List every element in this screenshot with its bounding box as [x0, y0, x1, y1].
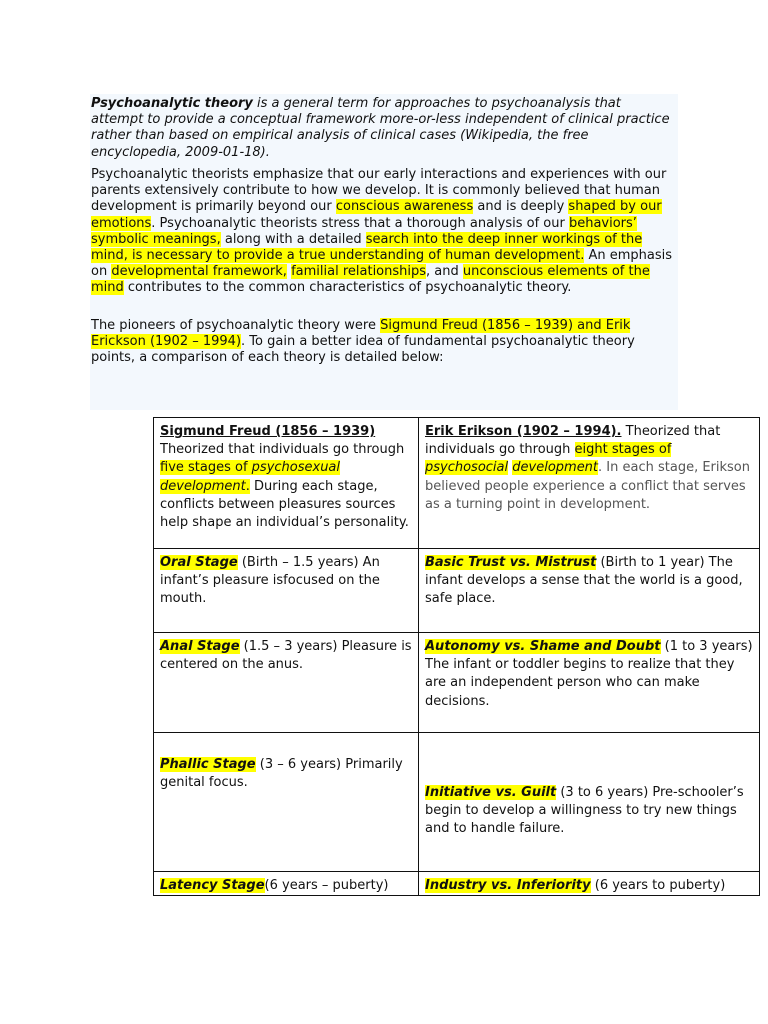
highlight-developmental-framework: developmental framework, [111, 264, 287, 280]
freud-stage-text: (6 years – puberty) [264, 878, 389, 893]
erikson-header-title: Erik Erikson (1902 – 1994). [425, 424, 622, 439]
comparison-table-wrapper [153, 417, 759, 896]
intro-paragraph-theorists [91, 167, 677, 297]
erikson-stage-name: Autonomy vs. Shame and Doubt [425, 639, 661, 654]
comparison-table [153, 417, 760, 896]
erikson-stage-text: (6 years to puberty) [590, 878, 726, 893]
freud-stage-cell [154, 733, 419, 872]
erikson-stage-name: Industry vs. Inferiority [425, 878, 591, 893]
freud-stage-cell [154, 633, 419, 733]
intro-paragraph-definition [91, 96, 677, 161]
erikson-stage-name: Basic Trust vs. Mistrust [425, 555, 597, 570]
freud-stage-cell [154, 549, 419, 633]
erikson-stage-cell [419, 733, 760, 872]
term-psychoanalytic-theory: Psychoanalytic theory [91, 96, 253, 111]
highlight-development: development [512, 460, 599, 476]
freud-stage-text: (Birth – 1.5 years) An infant’s pleasure isfocused on the mouth. [160, 555, 380, 607]
table-row [154, 633, 760, 733]
definition-text: is a general term for approaches to psychoanalysis that attempt to provide a conceptual framework more-or-less independent of clinical practice rather than based on empirical analysis of clinical cases (Wikipedia, the free encyclopedia, 2009-01-18). [91, 96, 670, 160]
text: . Psychoanalytic theorists stress that a thorough analysis of our [151, 215, 569, 231]
table-row [154, 549, 760, 633]
text: . In each stage, Erikson believed people experience a conflict that serves as a turning point in development. [425, 460, 751, 512]
highlight-period: . [245, 478, 250, 494]
freud-stage-text: (1.5 – 3 years) Pleasure is centered on the anus. [160, 639, 412, 673]
erikson-stage-cell [419, 872, 760, 896]
erikson-stage-cell [419, 549, 760, 633]
highlight-unconscious-elements: unconscious elements of the mind [91, 264, 650, 296]
text: . To gain a better idea of fundamental psychoanalytic theory points, a comparison of each theory is detailed below: [91, 334, 635, 366]
highlight-five-stages: five stages of [160, 460, 252, 476]
intro-paragraph-pioneers [91, 318, 677, 367]
text: Theorized that individuals go through [425, 424, 721, 458]
erikson-stage-text: (3 to 6 years) Pre-schooler’s begin to develop a willingness to try new things and to handle failure. [425, 785, 744, 837]
highlight-psychosexual-development: psychosexual development [160, 460, 341, 494]
highlight-symbolic-meanings: behaviors’ symbolic meanings, [91, 215, 637, 247]
highlight-familial-relationships: familial relationships [291, 264, 427, 280]
text: contributes to the common characteristics of psychoanalytic theory. [123, 280, 572, 296]
text: and is deeply [473, 199, 569, 215]
text: During each stage, conflicts between pleasures sources help shape an individual’s personality. [160, 478, 409, 531]
text: Theorized that individuals go through [160, 442, 405, 458]
erikson-stage-text: (1 to 3 years) The infant or toddler begins to realize that they are an independent person who can make decisions. [425, 639, 753, 709]
text: , and [426, 264, 463, 280]
freud-header-cell [154, 418, 419, 549]
highlight-psychosocial: psychosocial [425, 460, 509, 476]
freud-header-title: Sigmund Freud (1856 – 1939) [160, 424, 376, 439]
highlight-deep-inner-workings: search into the deep inner workings of the mind, is necessary to provide a true understanding of human development. [91, 231, 643, 264]
text: The pioneers of psychoanalytic theory were [91, 318, 381, 333]
freud-stage-name: Oral Stage [160, 555, 238, 570]
table-header-row [154, 418, 760, 549]
highlight-conscious-awareness: conscious awareness [335, 199, 474, 215]
table-row [154, 733, 760, 872]
highlight-pioneers: Sigmund Freud (1856 – 1939) and Erik Erickson (1902 – 1994) [91, 318, 631, 350]
freud-stage-text: (3 – 6 years) Primarily genital focus. [160, 757, 403, 791]
freud-stage-name: Anal Stage [160, 639, 240, 654]
text: An emphasis on [91, 248, 673, 280]
freud-stage-cell [154, 872, 419, 896]
erikson-stage-text: (Birth to 1 year) The infant develops a sense that the world is a good, safe place. [425, 555, 743, 607]
erikson-header-cell [419, 418, 760, 549]
freud-stage-name: Phallic Stage [160, 757, 256, 772]
text: along with a detailed [220, 231, 366, 247]
freud-stage-name: Latency Stage [160, 878, 265, 893]
erikson-stage-name: Initiative vs. Guilt [425, 785, 557, 800]
highlight-shaped-by-emotions: shaped by our emotions [91, 199, 662, 231]
text: Psychoanalytic theorists emphasize that our early interactions and experiences with our parents extensively contribute to how we develop. It is commonly believed that human development is primarily beyond our [91, 167, 667, 215]
table-row [154, 872, 760, 896]
highlight-eight-stages: eight stages of [574, 442, 672, 458]
erikson-stage-cell [419, 633, 760, 733]
